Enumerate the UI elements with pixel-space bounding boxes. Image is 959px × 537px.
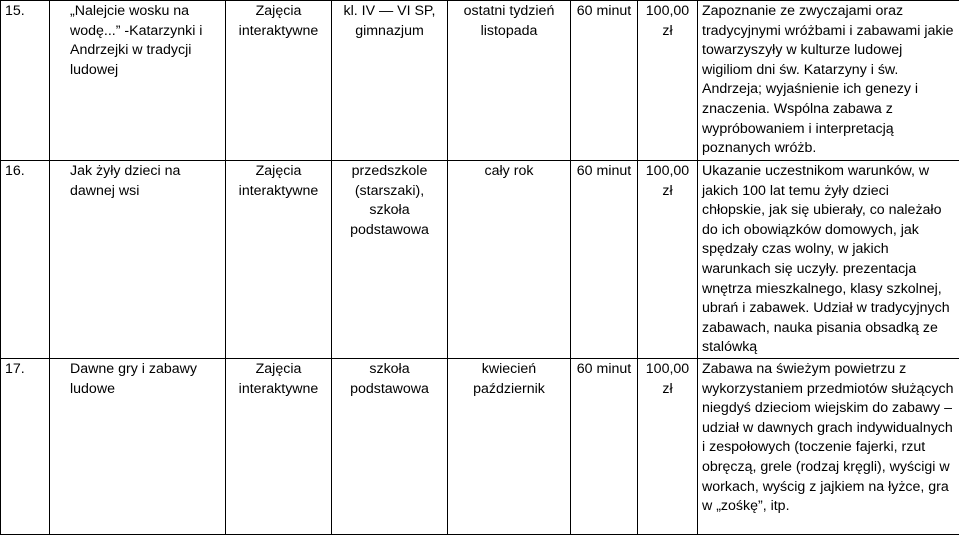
- program-price: 100,00 zł: [638, 359, 698, 535]
- table-row: [1, 1, 959, 161]
- program-description: Zapoznanie ze zwyczajami oraz tradycyjnymi wróżbami i zabawami jakie towarzyszyły w kulturze ludowej wigiliom dni św. Katarzyny i św. Andrzeja; wyjaśnienie ich genezy i znaczenia. Wspólna zabawa z wypróbowaniem i interpretacją poznanych wróżb.: [698, 1, 959, 161]
- row-number: 16.: [1, 161, 50, 359]
- row-number: 15.: [1, 1, 50, 161]
- program-price: 100,00 zł: [638, 1, 698, 161]
- target-group: szkoła podstawowa: [332, 359, 448, 535]
- program-duration: 60 minut: [571, 1, 638, 161]
- program-term: cały rok: [448, 161, 571, 359]
- program-form: Zajęcia interaktywne: [226, 161, 332, 359]
- program-duration: 60 minut: [571, 161, 638, 359]
- program-term: kwiecień październik: [448, 359, 571, 535]
- program-price: 100,00 zł: [638, 161, 698, 359]
- program-description: Ukazanie uczestnikom warunków, w jakich 100 lat temu żyły dzieci chłopskie, jak się ubierały, co należało do ich obowiązków domowych, jak spędzały czas wolny, w jakich warunkach się uczyły. prezentacja wnętrza mieszkalnego, klasy szkolnej, ubrań i zabawek. Udział w tradycyjnych zabawach, nauka pisania obsadką ze stalówką: [698, 161, 959, 359]
- program-duration: 60 minut: [571, 359, 638, 535]
- table-row: [1, 161, 959, 359]
- program-form: Zajęcia interaktywne: [226, 1, 332, 161]
- row-number: 17.: [1, 359, 50, 535]
- program-form: Zajęcia interaktywne: [226, 359, 332, 535]
- program-title: Jak żyły dzieci na dawnej wsi: [50, 161, 226, 359]
- program-title: „Nalejcie wosku na wodę...” -Katarzynki i Andrzejki w tradycji ludowej: [50, 1, 226, 161]
- program-description: Zabawa na świeżym powietrzu z wykorzystaniem przedmiotów służących niegdyś dzieciom wiejskim do zabawy – udział w dawnych grach indywidualnych i zespołowych (toczenie fajerki, rzut obręczą, grele (rodzaj kręgli), wyścigi w workach, wyścig z jajkiem na łyżce, gra w „zośkę”, itp.: [698, 359, 959, 535]
- target-group: przedszkole (starszaki), szkoła podstawowa: [332, 161, 448, 359]
- table-row: [1, 359, 959, 535]
- program-term: ostatni tydzień listopada: [448, 1, 571, 161]
- program-title: Dawne gry i zabawy ludowe: [50, 359, 226, 535]
- target-group: kl. IV — VI SP, gimnazjum: [332, 1, 448, 161]
